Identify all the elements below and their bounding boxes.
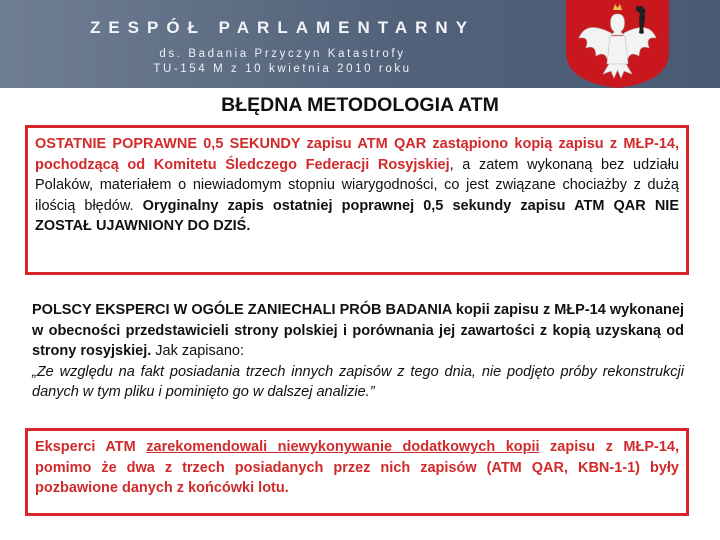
statement-3-part-3: zapisu z MŁP-14, pomimo że dwa z trzech posiadanych przez nich zapisów (ATM QAR, KBN-1-1) były pozbawione danych z końcówki lotu. <box>35 439 679 496</box>
header-title: ZESPÓŁ PARLAMENTARNY <box>89 18 476 37</box>
statement-block-2 <box>28 300 688 403</box>
statement-3 <box>35 437 679 499</box>
statement-2 <box>32 300 684 362</box>
statement-box-3 <box>25 428 689 516</box>
header-date-line: TU-154 M z 10 kwietnia 2010 roku <box>153 63 412 75</box>
page-title: BŁĘDNA METODOLOGIA ATM <box>221 94 499 116</box>
statement-2-part-2: Jak zapisano: <box>151 343 244 359</box>
statement-2-part-1: POLSCY EKSPERCI W OGÓLE ZANIECHALI PRÓB BADANIA kopii zapisu z MŁP-14 wykonanej w obecności przedstawicieli strony polskiej i porównania jej zawartości z kopią uzyskaną od strony rosyjskiej. <box>32 302 684 359</box>
statement-2-quote: „Ze względu na fakt posiadania trzech innych zapisów z tego dnia, nie podjęto próby rekonstrukcji danych w tym pliku i pominięto go w dalszej analizie.” <box>32 363 684 400</box>
header-banner <box>0 0 720 88</box>
statement-1-part-3: Oryginalny zapis ostatniej poprawnej 0,5 sekundy zapisu ATM QAR NIE ZOSTAŁ UJAWNIONY DO DZIŚ. <box>35 197 679 234</box>
header-subtitle: ds. Badania Przyczyn Katastrofy <box>159 48 406 60</box>
statement-1-part-2: , a zatem wykonaną bez udziału Polaków, materiałem o niewiadomym stopniu wiarygodności, co jest związane chociażby z dużą ilością błędów. <box>35 156 679 214</box>
statement-1-part-1: OSTATNIE POPRAWNE 0,5 SEKUNDY zapisu ATM QAR zastąpiono kopią zapisu z MŁP-14, pochodzącą od Komitetu Śledczego Federacji Rosyjskiej <box>35 136 679 173</box>
statement-1 <box>35 134 679 237</box>
statement-3-part-1: Eksperci ATM <box>35 439 147 455</box>
statement-box-1 <box>25 125 689 275</box>
statement-3-part-2: zarekomendowali niewykonywanie dodatkowych kopii <box>146 439 540 455</box>
white-eagle-emblem-icon <box>566 0 669 88</box>
